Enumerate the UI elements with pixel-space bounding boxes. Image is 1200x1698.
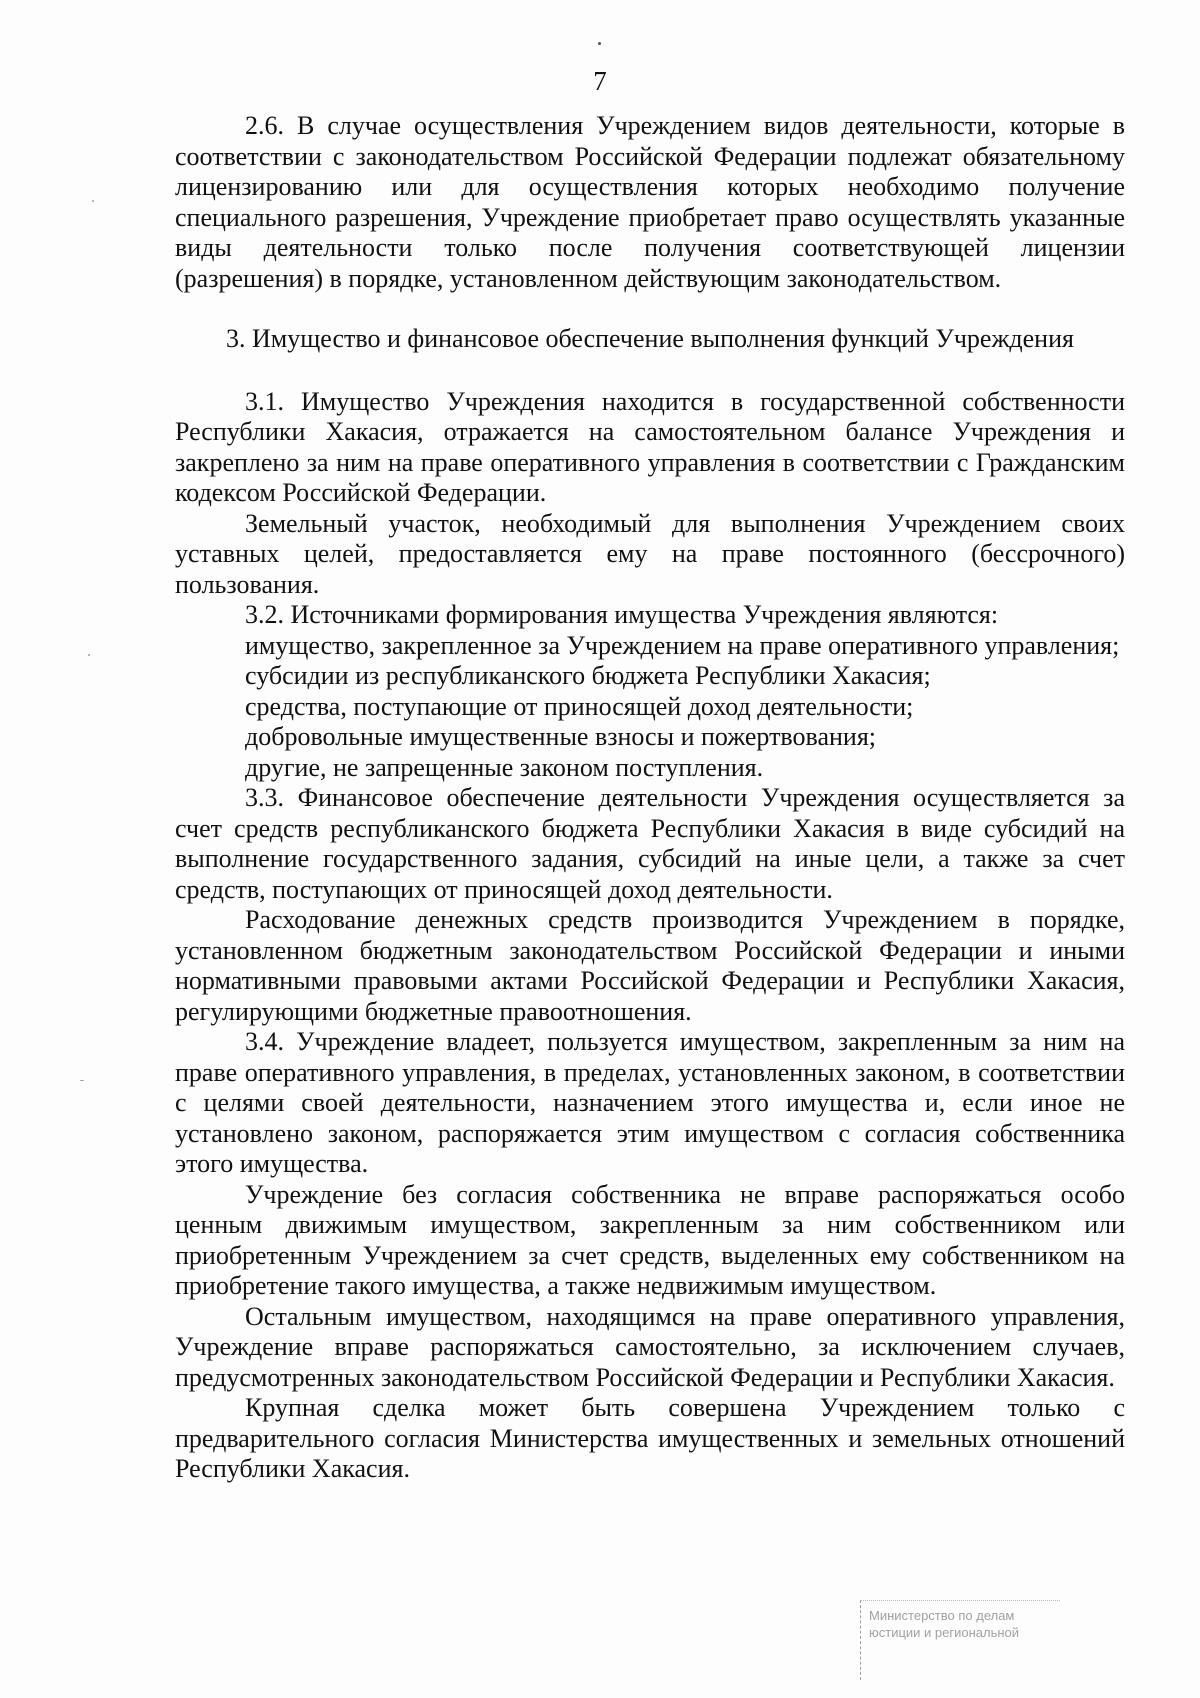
list-item-other: другие, не запрещенные законом поступления. xyxy=(245,752,764,782)
scan-speck xyxy=(80,1080,84,1081)
stamp-line: Министерство по делам xyxy=(869,1608,1015,1623)
paragraph-2-6: 2.6. В случае осуществления Учреждением видов деятельности, которые в соответствии с законодательством Российской Федерации подлежат обязательному лицензированию или для осуществления которых необходимо получение специального разрешения, Учреждение приобретает право осуществлять указанные виды деятельности только после получения соответствующей лицензии (разрешения) в порядке, установленном действующим законодательством. xyxy=(175,111,1125,293)
paragraph-other-property: Остальным имуществом, находящимся на праве оперативного управления, Учреждение вправе распоряжаться самостоятельно, за исключением случаев, предусмотренных законодательством Российской Федерации и Республики Хакасия. xyxy=(175,1301,1125,1392)
stamp-line: юстиции и региональной xyxy=(869,1625,1020,1640)
scan-speck xyxy=(92,200,94,202)
registration-stamp xyxy=(860,1600,1060,1680)
paragraph-major-transaction: Крупная сделка может быть совершена Учреждением только с предварительного согласия Министерства имущественных и земельных отношений Республики Хакасия. xyxy=(175,1393,1125,1483)
paragraph-3-3: 3.3. Финансовое обеспечение деятельности Учреждения осуществляется за счет средств республиканского бюджета Республики Хакасия в виде субсидий на выполнение государственного задания, субсидий на иные цели, а также за счет средств, поступающих от приносящей доход деятельности. xyxy=(175,783,1125,904)
paragraph-land-plot: Земельный участок, необходимый для выполнения Учреждением своих уставных целей, предоставляется ему на праве постоянного (бессрочного) пользования. xyxy=(175,508,1125,599)
scan-speck xyxy=(88,654,90,656)
paragraph-no-consent: Учреждение без согласия собственника не вправе распоряжаться особо ценным движимым имуществом, закрепленным за ним собственником или приобретенным Учреждением за счет средств, выделенных ему собственником на приобретение такого имущества, а также недвижимым имуществом. xyxy=(175,1179,1125,1300)
section-heading-3: 3. Имущество и финансовое обеспечение выполнения функций Учреждения xyxy=(226,324,1074,353)
paragraph-3-4: 3.4. Учреждение владеет, пользуется имуществом, закрепленным за ним на праве оперативного управления, в пределах, установленных законом, в соответствии с целями своей деятельности, назначением этого имущества и, если иное не установлено законом, распоряжается этим имуществом с согласия собственника этого имущества. xyxy=(175,1027,1125,1178)
paragraph-3-1: 3.1. Имущество Учреждения находится в государственной собственности Республики Хакасия, отражается на самостоятельном балансе Учреждения и закреплено за ним на праве оперативного управления в соответствии с Гражданским кодексом Российской Федерации. xyxy=(175,386,1125,507)
scan-speck xyxy=(598,42,601,45)
paragraph-3-2: 3.2. Источниками формирования имущества Учреждения являются: xyxy=(245,600,999,629)
list-item-property: имущество, закрепленное за Учреждением на праве оперативного управления; xyxy=(245,630,1120,660)
list-item-income: средства, поступающие от приносящей доход деятельности; xyxy=(245,691,914,721)
list-item-donations: добровольные имущественные взносы и пожертвования; xyxy=(245,722,877,751)
paragraph-expenditure: Расходование денежных средств производится Учреждением в порядке, установленном бюджетным законодательством Российской Федерации и иными нормативными правовыми актами Российской Федерации и Республики Хакасия, регулирующими бюджетные правоотношения. xyxy=(175,905,1125,1026)
page-number: 7 xyxy=(593,66,607,96)
list-item-subsidies: субсидии из республиканского бюджета Республики Хакасия; xyxy=(245,661,931,690)
document-body xyxy=(175,111,1125,1485)
